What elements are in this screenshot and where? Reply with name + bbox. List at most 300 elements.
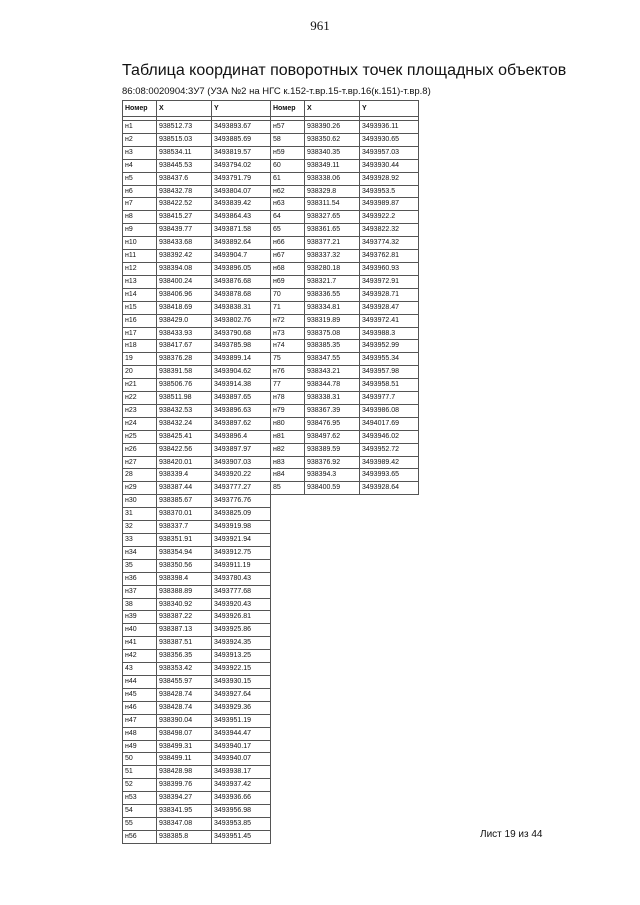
cell-y: 3493914.38 (212, 379, 271, 392)
cell-x: 938361.65 (305, 224, 360, 237)
cell-x: 938400.24 (157, 275, 212, 288)
cell-number: н78 (271, 392, 305, 405)
table-row (123, 753, 271, 766)
table-row (271, 353, 419, 366)
cell-x: 938398.4 (157, 572, 212, 585)
cell-y: 3493899.14 (212, 353, 271, 366)
cell-number: н82 (271, 443, 305, 456)
cell-x: 938417.67 (157, 340, 212, 353)
cell-y: 3493920.22 (212, 469, 271, 482)
cell-number: н13 (123, 275, 157, 288)
table-row (123, 624, 271, 637)
table-row (123, 727, 271, 740)
cell-y: 3493878.68 (212, 288, 271, 301)
cell-number: 43 (123, 663, 157, 676)
cell-y: 3493930.15 (212, 675, 271, 688)
table-row (271, 198, 419, 211)
cell-number: н44 (123, 675, 157, 688)
cell-number: н27 (123, 456, 157, 469)
cell-number: н26 (123, 443, 157, 456)
table-row (123, 262, 271, 275)
cell-number: 55 (123, 817, 157, 830)
cell-y: 3493989.42 (360, 456, 419, 469)
cell-y: 3493893.67 (212, 121, 271, 134)
cell-x: 938311.54 (305, 198, 360, 211)
cell-x: 938415.27 (157, 211, 212, 224)
cell-number: 65 (271, 224, 305, 237)
cell-x: 938499.31 (157, 740, 212, 753)
cell-number: 70 (271, 288, 305, 301)
table-row (123, 185, 271, 198)
cell-number: н14 (123, 288, 157, 301)
cell-x: 938354.94 (157, 546, 212, 559)
table-row (123, 288, 271, 301)
cell-y: 3493864.43 (212, 211, 271, 224)
cell-x: 938428.74 (157, 688, 212, 701)
table-row (123, 714, 271, 727)
cell-y: 3493951.45 (212, 830, 271, 843)
cell-number: н80 (271, 417, 305, 430)
cell-x: 938376.28 (157, 353, 212, 366)
cell-y: 3493926.81 (212, 611, 271, 624)
cell-number: н72 (271, 314, 305, 327)
table-header-row (271, 101, 419, 117)
table-row (271, 288, 419, 301)
cell-y: 3493940.07 (212, 753, 271, 766)
table-row (123, 495, 271, 508)
cell-y: 3493957.98 (360, 366, 419, 379)
cell-y: 3493936.11 (360, 121, 419, 134)
table-row (123, 521, 271, 534)
cell-x: 938512.73 (157, 121, 212, 134)
cell-number: н41 (123, 637, 157, 650)
cell-number: 71 (271, 301, 305, 314)
table-row (123, 650, 271, 663)
cell-number: н67 (271, 250, 305, 263)
cell-number: н9 (123, 224, 157, 237)
cell-x: 938455.97 (157, 675, 212, 688)
cell-x: 938433.93 (157, 327, 212, 340)
table-row (123, 766, 271, 779)
cell-number: н59 (271, 146, 305, 159)
cell-number: н30 (123, 495, 157, 508)
cell-y: 3493804.07 (212, 185, 271, 198)
column-header-x: X (157, 101, 212, 117)
cell-y: 3493940.17 (212, 740, 271, 753)
table-row (123, 392, 271, 405)
cell-y: 3493871.58 (212, 224, 271, 237)
cell-number: н3 (123, 146, 157, 159)
table-row (123, 688, 271, 701)
table-row (123, 456, 271, 469)
cell-number: н46 (123, 701, 157, 714)
cell-y: 3493952.99 (360, 340, 419, 353)
table-row (123, 404, 271, 417)
table-row (271, 469, 419, 482)
table-row (271, 224, 419, 237)
cell-number: н76 (271, 366, 305, 379)
cell-number: н62 (271, 185, 305, 198)
table-row (123, 534, 271, 547)
table-row (271, 404, 419, 417)
cell-y: 3493802.76 (212, 314, 271, 327)
table-row (123, 779, 271, 792)
table-row (123, 430, 271, 443)
cell-number: н66 (271, 237, 305, 250)
table-row (123, 572, 271, 585)
cell-x: 938476.95 (305, 417, 360, 430)
cell-number: 28 (123, 469, 157, 482)
cell-number: н18 (123, 340, 157, 353)
cell-x: 938432.53 (157, 404, 212, 417)
cell-number: 32 (123, 521, 157, 534)
table-row (123, 508, 271, 521)
table-row (271, 379, 419, 392)
cell-number: 58 (271, 133, 305, 146)
cell-x: 938387.22 (157, 611, 212, 624)
cell-x: 938499.11 (157, 753, 212, 766)
table-row (123, 366, 271, 379)
cell-y: 3493952.72 (360, 443, 419, 456)
cell-number: н68 (271, 262, 305, 275)
table-row (271, 146, 419, 159)
cell-x: 938385.8 (157, 830, 212, 843)
cell-x: 938347.55 (305, 353, 360, 366)
table-row (123, 443, 271, 456)
table-row (123, 224, 271, 237)
cell-number: 60 (271, 159, 305, 172)
cell-number: н1 (123, 121, 157, 134)
cell-number: н45 (123, 688, 157, 701)
cell-y: 3493774.32 (360, 237, 419, 250)
cell-x: 938385.67 (157, 495, 212, 508)
table-row (271, 159, 419, 172)
coordinates-table-right (270, 100, 419, 495)
cell-x: 938399.76 (157, 779, 212, 792)
cell-y: 3493780.43 (212, 572, 271, 585)
table-row (123, 546, 271, 559)
cell-y: 3493986.08 (360, 404, 419, 417)
cell-x: 938534.11 (157, 146, 212, 159)
cell-y: 3493762.81 (360, 250, 419, 263)
cell-x: 938392.42 (157, 250, 212, 263)
table-row (123, 146, 271, 159)
cell-y: 3493777.68 (212, 585, 271, 598)
table-row (123, 301, 271, 314)
cell-y: 3493938.17 (212, 766, 271, 779)
cell-x: 938280.18 (305, 262, 360, 275)
cell-x: 938329.8 (305, 185, 360, 198)
table-row (271, 250, 419, 263)
cell-number: 54 (123, 805, 157, 818)
cell-number: н57 (271, 121, 305, 134)
cell-number: н6 (123, 185, 157, 198)
table-row (271, 314, 419, 327)
cell-x: 938389.59 (305, 443, 360, 456)
cell-number: 51 (123, 766, 157, 779)
page-title: Таблица координат поворотных точек площадных объектов (122, 62, 567, 79)
cell-x: 938343.21 (305, 366, 360, 379)
cell-number: 77 (271, 379, 305, 392)
cell-number: н69 (271, 275, 305, 288)
cell-number: 19 (123, 353, 157, 366)
table-row (123, 792, 271, 805)
cell-x: 938376.92 (305, 456, 360, 469)
table-row (123, 740, 271, 753)
cell-y: 3493794.02 (212, 159, 271, 172)
cell-y: 3493904.62 (212, 366, 271, 379)
cell-x: 938422.56 (157, 443, 212, 456)
cell-number: н17 (123, 327, 157, 340)
cell-y: 3493928.71 (360, 288, 419, 301)
cell-x: 938506.76 (157, 379, 212, 392)
cell-y: 3493951.19 (212, 714, 271, 727)
cell-x: 938432.78 (157, 185, 212, 198)
cell-y: 3493960.93 (360, 262, 419, 275)
table-row (123, 250, 271, 263)
cell-y: 3493777.27 (212, 482, 271, 495)
cell-y: 3493930.44 (360, 159, 419, 172)
cell-x: 938428.74 (157, 701, 212, 714)
cell-x: 938350.62 (305, 133, 360, 146)
cell-y: 3493928.64 (360, 482, 419, 495)
table-row (123, 417, 271, 430)
cell-number: 35 (123, 559, 157, 572)
cell-number: н47 (123, 714, 157, 727)
cell-x: 938339.4 (157, 469, 212, 482)
table-row (123, 817, 271, 830)
cell-x: 938390.26 (305, 121, 360, 134)
cell-x: 938388.89 (157, 585, 212, 598)
cell-x: 938400.59 (305, 482, 360, 495)
cell-number: н84 (271, 469, 305, 482)
cell-x: 938387.13 (157, 624, 212, 637)
cell-number: н2 (123, 133, 157, 146)
table-row (123, 701, 271, 714)
table-row (123, 611, 271, 624)
table-row (123, 379, 271, 392)
cell-y: 3493921.94 (212, 534, 271, 547)
cell-number: н49 (123, 740, 157, 753)
cell-number: н73 (271, 327, 305, 340)
cell-x: 938351.91 (157, 534, 212, 547)
cell-number: н83 (271, 456, 305, 469)
cell-number: н79 (271, 404, 305, 417)
table-row (123, 663, 271, 676)
table-row (271, 262, 419, 275)
cell-y: 3493937.42 (212, 779, 271, 792)
cell-y: 3493839.42 (212, 198, 271, 211)
cell-x: 938334.81 (305, 301, 360, 314)
cell-x: 938340.35 (305, 146, 360, 159)
table-row (123, 198, 271, 211)
cell-x: 938391.58 (157, 366, 212, 379)
cell-number: н40 (123, 624, 157, 637)
cell-y: 3493896.4 (212, 430, 271, 443)
cell-x: 938387.44 (157, 482, 212, 495)
cell-number: н29 (123, 482, 157, 495)
cell-x: 938367.39 (305, 404, 360, 417)
table-row (271, 133, 419, 146)
cell-y: 3493953.85 (212, 817, 271, 830)
table-row (271, 443, 419, 456)
cell-x: 938439.77 (157, 224, 212, 237)
cell-number: 61 (271, 172, 305, 185)
cell-x: 938375.08 (305, 327, 360, 340)
cell-x: 938337.32 (305, 250, 360, 263)
cell-number: н10 (123, 237, 157, 250)
cell-y: 3493925.86 (212, 624, 271, 637)
cell-x: 938321.7 (305, 275, 360, 288)
cell-number: 75 (271, 353, 305, 366)
table-row (123, 211, 271, 224)
table-row (123, 121, 271, 134)
cell-number: н74 (271, 340, 305, 353)
cell-y: 3493819.57 (212, 146, 271, 159)
cell-x: 938445.53 (157, 159, 212, 172)
cell-number: н63 (271, 198, 305, 211)
cell-y: 3493928.47 (360, 301, 419, 314)
table-row (123, 314, 271, 327)
cell-number: н11 (123, 250, 157, 263)
cell-y: 3493988.3 (360, 327, 419, 340)
cell-y: 3494017.69 (360, 417, 419, 430)
cell-x: 938338.31 (305, 392, 360, 405)
cell-y: 3493913.25 (212, 650, 271, 663)
cell-y: 3493956.98 (212, 805, 271, 818)
cell-x: 938394.27 (157, 792, 212, 805)
table-row (123, 482, 271, 495)
cell-x: 938422.52 (157, 198, 212, 211)
cell-number: н25 (123, 430, 157, 443)
cell-number: н15 (123, 301, 157, 314)
table-row (123, 637, 271, 650)
cell-x: 938387.51 (157, 637, 212, 650)
table-row (271, 366, 419, 379)
cell-number: н42 (123, 650, 157, 663)
column-header-number: Номер (271, 101, 305, 117)
cell-y: 3493876.68 (212, 275, 271, 288)
cell-y: 3493927.64 (212, 688, 271, 701)
cell-x: 938370.01 (157, 508, 212, 521)
table-row (271, 456, 419, 469)
cell-x: 938350.56 (157, 559, 212, 572)
cell-number: н34 (123, 546, 157, 559)
cell-x: 938356.35 (157, 650, 212, 663)
column-header-y: Y (212, 101, 271, 117)
cell-y: 3493977.7 (360, 392, 419, 405)
cell-y: 3493930.65 (360, 133, 419, 146)
cell-y: 3493911.19 (212, 559, 271, 572)
cell-x: 938428.98 (157, 766, 212, 779)
table-row (271, 121, 419, 134)
cell-y: 3493822.32 (360, 224, 419, 237)
cell-number: н53 (123, 792, 157, 805)
cell-number: 52 (123, 779, 157, 792)
cell-y: 3493838.31 (212, 301, 271, 314)
table-row (123, 327, 271, 340)
cell-number: 38 (123, 598, 157, 611)
cell-number: н8 (123, 211, 157, 224)
cell-x: 938347.08 (157, 817, 212, 830)
cell-number: н22 (123, 392, 157, 405)
cell-number: н24 (123, 417, 157, 430)
cell-y: 3493897.65 (212, 392, 271, 405)
cell-y: 3493825.09 (212, 508, 271, 521)
cell-x: 938425.41 (157, 430, 212, 443)
cell-number: н12 (123, 262, 157, 275)
table-row (123, 133, 271, 146)
cell-y: 3493928.92 (360, 172, 419, 185)
cell-x: 938432.24 (157, 417, 212, 430)
cell-y: 3493924.35 (212, 637, 271, 650)
cell-y: 3493907.03 (212, 456, 271, 469)
table-row (123, 830, 271, 843)
cell-x: 938433.68 (157, 237, 212, 250)
cell-y: 3493904.7 (212, 250, 271, 263)
cell-y: 3493897.62 (212, 417, 271, 430)
table-row (271, 327, 419, 340)
table-row (271, 172, 419, 185)
object-subtitle: 86:08:0020904:3У7 (УЗА №2 на НГС к.152-т.вр.15-т.вр.16(к.151)-т.вр.8) (122, 86, 431, 97)
cell-y: 3493957.03 (360, 146, 419, 159)
cell-x: 938337.7 (157, 521, 212, 534)
table-row (123, 469, 271, 482)
cell-x: 938406.96 (157, 288, 212, 301)
cell-x: 938327.65 (305, 211, 360, 224)
cell-x: 938336.55 (305, 288, 360, 301)
table-row (123, 159, 271, 172)
cell-y: 3493958.51 (360, 379, 419, 392)
cell-x: 938341.95 (157, 805, 212, 818)
cell-y: 3493953.5 (360, 185, 419, 198)
cell-y: 3493944.47 (212, 727, 271, 740)
cell-number: 20 (123, 366, 157, 379)
cell-number: н16 (123, 314, 157, 327)
cell-number: 31 (123, 508, 157, 521)
cell-y: 3493922.2 (360, 211, 419, 224)
cell-number: н5 (123, 172, 157, 185)
cell-x: 938377.21 (305, 237, 360, 250)
table-row (271, 482, 419, 495)
cell-number: 85 (271, 482, 305, 495)
cell-x: 938498.07 (157, 727, 212, 740)
cell-x: 938394.3 (305, 469, 360, 482)
cell-number: н23 (123, 404, 157, 417)
table-header-row (123, 101, 271, 117)
table-row (271, 340, 419, 353)
cell-y: 3493993.65 (360, 469, 419, 482)
column-header-x: X (305, 101, 360, 117)
cell-x: 938344.78 (305, 379, 360, 392)
cell-number: 33 (123, 534, 157, 547)
table-row (123, 340, 271, 353)
cell-y: 3493929.36 (212, 701, 271, 714)
cell-number: н21 (123, 379, 157, 392)
cell-number: н4 (123, 159, 157, 172)
table-row (123, 805, 271, 818)
column-header-y: Y (360, 101, 419, 117)
coordinates-table-left (122, 100, 271, 844)
table-row (271, 430, 419, 443)
cell-x: 938418.69 (157, 301, 212, 314)
cell-number: 50 (123, 753, 157, 766)
cell-number: н81 (271, 430, 305, 443)
cell-number: н39 (123, 611, 157, 624)
cell-y: 3493896.05 (212, 262, 271, 275)
cell-y: 3493790.68 (212, 327, 271, 340)
cell-x: 938437.6 (157, 172, 212, 185)
